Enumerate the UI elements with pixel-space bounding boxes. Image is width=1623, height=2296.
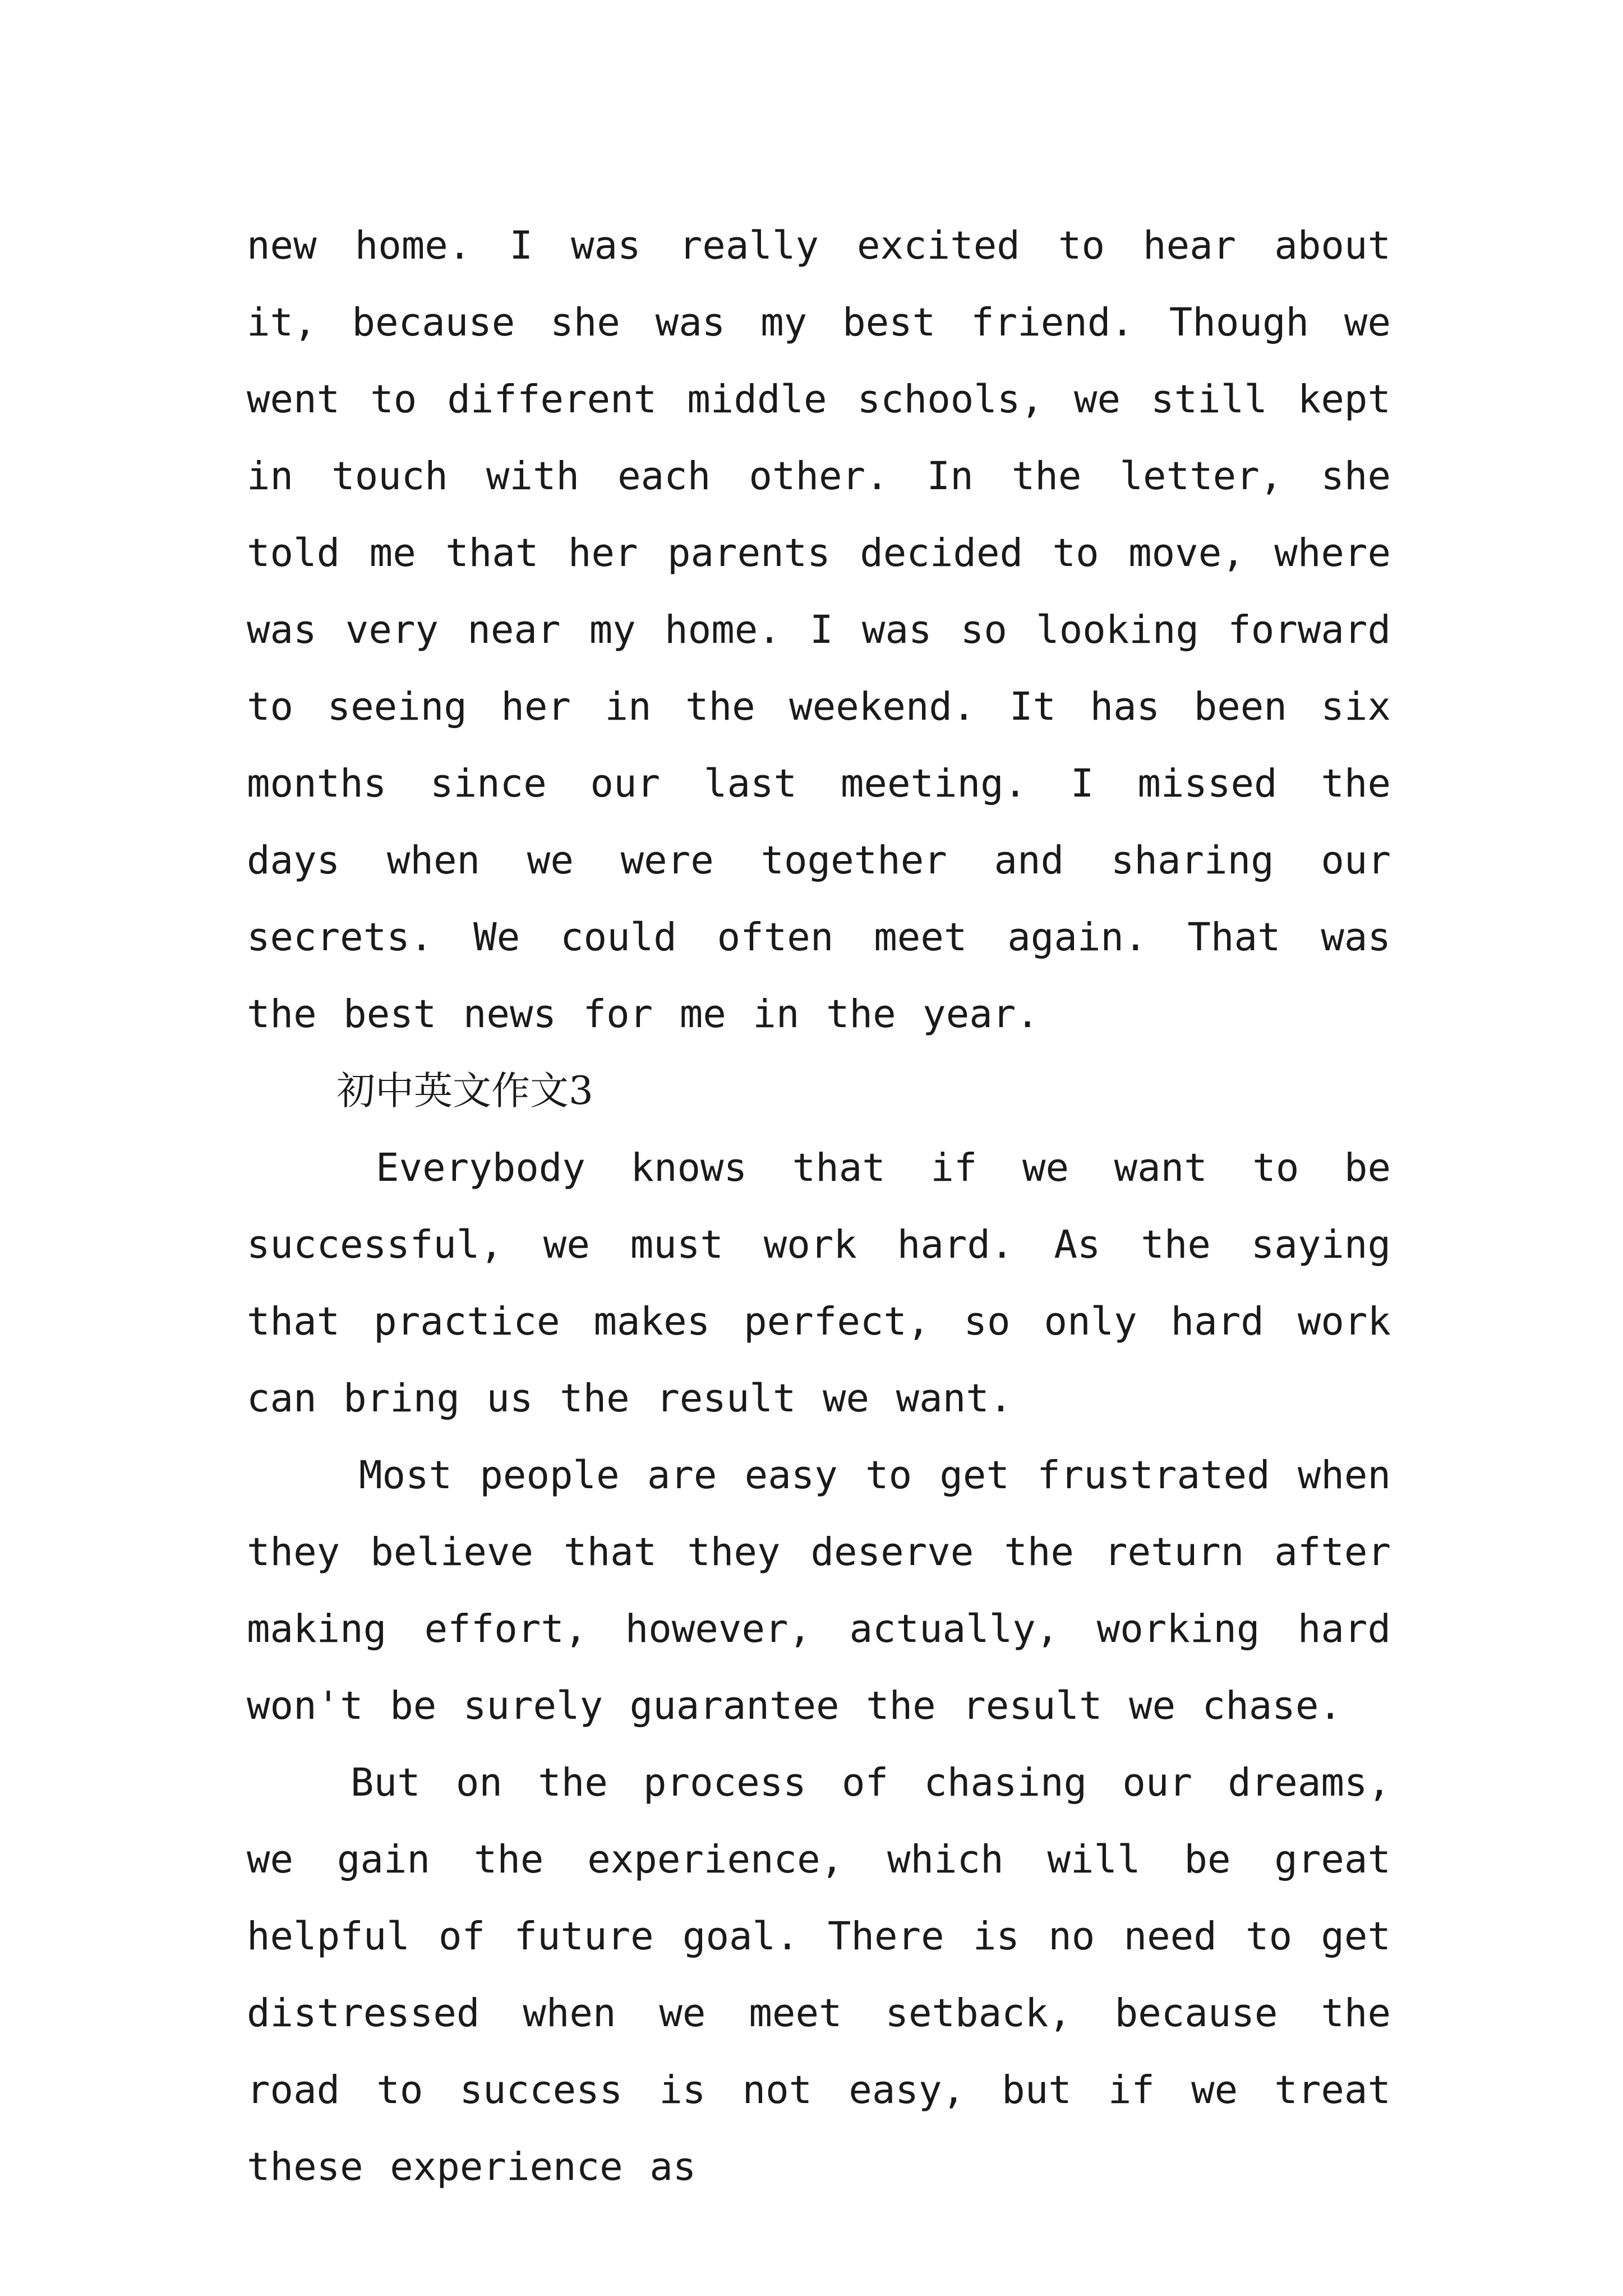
document-body [247, 208, 1391, 2206]
paragraph-continued: new home. I was really excited to hear about it, because she was my best friend. Though we went to different middle schools, we still kept in touch with each other. In the letter, she told me that her parents decided to move, where was very near my home. I was so looking forward to seeing her in the weekend. It has been six months since our last meeting. I missed the days when we were together and sharing our secrets. We could often meet again. That was the best news for me in the year. [247, 223, 1391, 1037]
paragraph-experience: But on the process of chasing our dreams, we gain the experience, which will be great helpful of future goal. There is no need to get distressed when we meet setback, because the road to success is not easy, but if we treat these experience as [247, 1760, 1391, 2189]
section-heading: 初中英文作文3 [336, 1069, 593, 1114]
paragraph-hard-work: Everybody knows that if we want to be successful, we must work hard. As the saying that practice makes perfect, so only hard work can bring us the result we want. [247, 1145, 1391, 1421]
paragraph-frustration: Most people are easy to get frustrated when they believe that they deserve the return after making effort, however, actually, working hard won't be surely guarantee the result we chase. [247, 1453, 1391, 1728]
